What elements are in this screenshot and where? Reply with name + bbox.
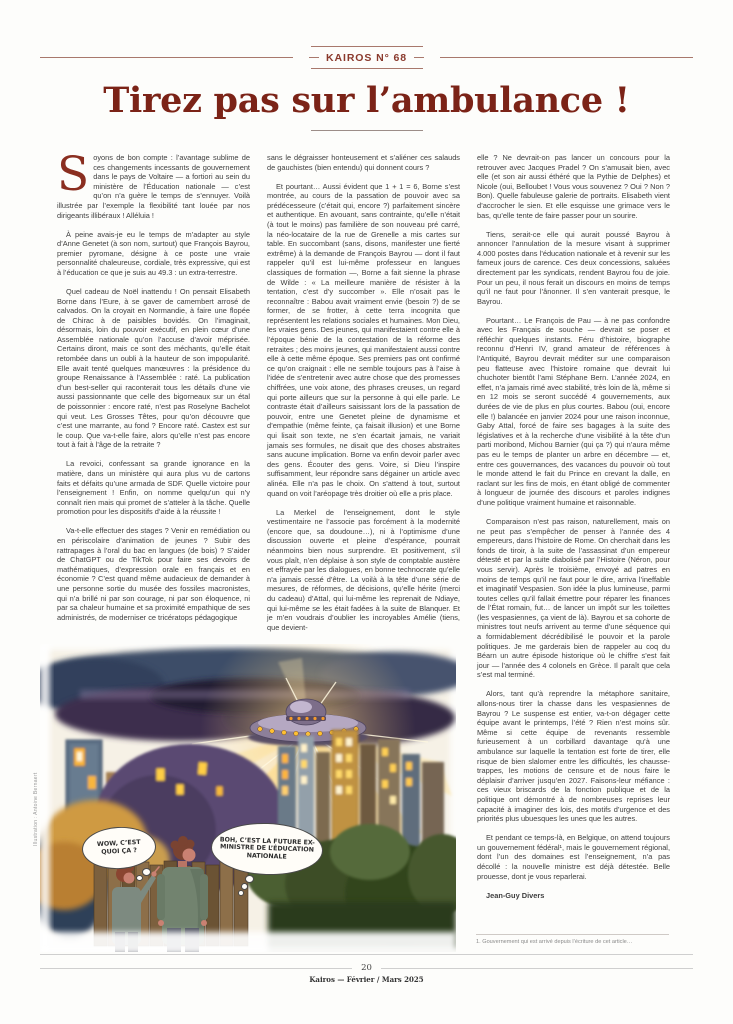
header (0, 46, 733, 69)
body-paragraph: Pourtant… Le François de Pau — à ne pas confondre avec les Français de souche — devrait se poser et réfléchir quelques instants. Féru d’histoire, biographe reconnu d’Henri IV, grand amateur de références à l’Antiquité, Bayrou devrait méditer sur une comparaison peu flatteuse avec l’histoire romaine que devrait lui chuchoter bientôt l’ami Stéphane Bern. L’année 2024, en effet, n’a jamais rimé avec stabilité, très loin de là, même si en 12 mois se seront succédé 4 gouvernements, aux durées de vie de plus en plus courtes. Babou (oui, encore elle !) balancée en janvier 2024 pour une raison inconnue, Gaby Attal, forcé de faire ses bagages à la suite des législatives et à la recherche d’une visibilité à la tête d’un parti moribond, Michou Barnier (qui ça ?) qui n’aura même pas eu le temps de planter un arbre en décembre — et, entre ces gouvernances, des vacances du pouvoir où tout le monde attend le fait du Prince en crevant la dalle, en raclant sur les fins de mois, en étant obligé de commenter à longueur de journée des discours et paroles indignes d’une politique vraiment humaine et raisonnable. (477, 315, 670, 507)
body-paragraph: La revoici, confessant sa grande ignorance en la matière, dans un ministère qui aura plus vu de cartons faits et défaits qu’une armada de SDF. Quelle victoire pour l’enseignement ! Enfin, on nomme quelqu’un qui n’y connaît rien mais qui promet de s’atteler à la tâche. Quelle promotion pour les dispositifs d’aide à la réussite ! (57, 459, 250, 517)
bubble-tail (136, 875, 143, 881)
body-paragraph: Soyons de bon compte : l’avantage sublime de ces changements incessants de gouvernement dans le pays de Voltaire — a fortiori au sein du ministère de l’Éducation nationale — c’est qu’on n’a guère le temps de s’ennuyer. Voilà illustrée par l’exemple la flexibilité tant louée par nos dirigeants illibéraux ! Alléluia ! (57, 147, 250, 220)
kicker: KAIROS N° 68 (293, 52, 440, 64)
left-fade (40, 644, 50, 952)
body-paragraph: Alors, tant qu’à reprendre la métaphore sanitaire, allons-nous tirer la chasse dans les vespasiennes de Bayrou ? Le suspense est entier, va-t-on dégager cette équipe avant le printemps, l’été ? Rien n’est moins sûr. Même si cette équipe de revenants ressemble furieusement à un corbillard davantage qu’à une ambulance sur laquelle la tentation est forte de tirer, elle risque de bien slalomer entre les difficultés, les chausse-trappes, les motions de censure et de nous faire le déplaisir d’arriver jusqu’en 2027. Faisons-leur méfiance : ces vieux briscards de la fonction publique et de la politique ont démontré à de nombreuses reprises leur capacité à imaginer des lois, des motifs d’urgence et des priorités plus ubuesques les unes que les autres. (477, 689, 670, 824)
body-paragraph: sans le dégraisser honteusement et s’aliéner ces salauds de gauchistes (bien entendu) qui donnent cours ? (267, 153, 460, 172)
page-number-rule-left (40, 968, 352, 969)
kicker-rule-bottom (311, 68, 423, 69)
bubble-tail (142, 868, 151, 876)
headline-rule (311, 130, 423, 131)
bottom-fade (40, 932, 456, 952)
author-signature: Jean-Guy Divers (486, 891, 545, 901)
body-paragraph: Et pendant ce temps-là, en Belgique, on attend toujours un gouvernement fédéral¹, mais le gouvernement régional, dont l’un des domaines est l’enseignement, n’a pas décollé : la nouvelle ministre est déjà détestée. Belle prouesse, dont je vous reparlerai. (477, 833, 670, 881)
speech-bubble-left: WOW, C’EST QUOI ÇA ? (81, 825, 157, 871)
kicker-rule-top (311, 46, 423, 47)
bottom-rule (40, 954, 693, 955)
bubble-tail (238, 890, 244, 896)
body-paragraph: À peine avais-je eu le temps de m’adapter au style d’Anne Genetet (à son nom, surtout) que François Bayrou, premier pyromane, désigne à ce poste une vraie personnalité chaleureuse, cordiale, très expressive, qui est à l’éducation ce que je suis au 49.3 : un extra-terrestre. (57, 229, 250, 277)
body-paragraph: elle ? Ne devrait-on pas lancer un concours pour la retrouver avec Jacques Pradel ? On s’amusait bien, avec elle (et son air aussi éthéré que la Pythie de Delphes) et Nicole (oui, Belloubet ! Vous vous souvenez ? Oui ? Non ? Bon). Quelle fabuleuse galerie de portraits. Elisabeth vient d’accrocher le sien. Et elle esquisse une grimace vers le bas, qu’elle tente de faire passer pour un sourire. (477, 153, 670, 220)
body-paragraph: Comparaison n’est pas raison, naturellement, mais on ne peut pas s’empêcher de penser à l’année des 4 empereurs, dans l’histoire de Rome. On cherchait dans les fonds de tiroir, à la suite de l’assassinat d’un empereur détesté et par la suite diabolisé par l’Histoire (Néron, pour vous servir). Après le troisième, envoyé ad patres en moins de temps qu’il ne faut pour le dire, arriva l’ineffable et imaginatif Vespasien. Son idée la plus lumineuse, parmi toutes celles qu’il fallait émettre pour réparer les finances de l’État romain, fut… de lancer un impôt sur les toilettes (les vespasiennes, ça vient de là). Bayrou et sa cohorte de ministres tout neufs arrivent au terme d’une séquence qui a formidablement décrédibilisé le pouvoir et la parole politiques. Je me garderais bien de rappeler au coq du Béarn un autre épisode historique où le chiffre s’est fait jour — l’année des 4 colonels en Grèce. Il paraît que cela s’est mal terminé. (477, 516, 670, 680)
bubble-tail (241, 883, 248, 890)
body-paragraph: Tiens, serait-ce elle qui aurait poussé Bayrou à annoncer l’annulation de la mesure visant à supprimer 4.000 postes dans l’éducation nationale et à revenir sur les fameux jours de carence. Ces deux concessions, saluées directement par les syndicats, rendent Bayrou fou de joie. Pour un peu, il nous ferait un discours en moins de temps qu’il ne faut pour l’ânonner. Il s’en vanterait presque, le Bayrou. (477, 229, 670, 306)
page-number: 20 (361, 963, 372, 973)
page-number-rule-right (381, 968, 693, 969)
illustration (40, 644, 456, 952)
body-paragraph: Va-t-elle effectuer des stages ? Venir en remédiation ou en périscolaire d’animation de jeunes ? Subir des rattrapages à l’oral du bac en langues (de bois) ? S’aider de ChatGPT ou de TikTok pour faire ses devoirs de mathématiques, d’expression orale en français et en économie ? C’est quand même audacieux de demander à une personne sortie du musée des fossiles macronistes, qui n’a brillé ni par son courage, ni par son éloquence, ni par sa chaleur humaine et sa proximité empathique de ses administrés, de moderniser ce tricératops pédagogique (57, 526, 250, 622)
body-paragraph: Et pourtant… Aussi évident que 1 + 1 = 6, Borne s’est montrée, au cours de la passation de pouvoir avec sa prédécesseure (c’était qui, encore ?) parfaitement sincère et authentique. En avouant, sans contrainte, qu’elle n’était (à tout le moins) pas familière de son nouveau pré carré, la néo-locataire de la rue de Grenelle a mis cartes sur table. En succombant (sans, disons, manifester une fierté extrême) à la demande de François Bayrou — dont il faut rappeler qu’il est lui-même professeur en langues classiques de formation —, Borne a fait sienne la phrase de Wilde : « La meilleure manière de résister à la tentation, c’est d’y succomber ». Elle n’osait pas le reconnaître : Babou avait vraiment envie (besoin ?) de se former, de se frotter, à cette terra incognita que représentent les relations sociales et humaines. Mon Dieu, les vraies gens. Des jeunes, qui manifestaient contre elle à l’époque bénie de la contestation de la réforme des retraites ; des moins jeunes, qui manifestaient aussi contre elle à cette même époque. Ses premiers pas ont confirmé ce qu’on craignait : elle ne semble toujours pas à l’aise à l’idée de s’entretenir avec autre chose que des promesses chiffrées, une voix atone, des phrases creuses, un regard qui porte ailleurs que sur la personne à qui elle parle. Le contraste était d’ailleurs saisissant lors de la passation de pouvoir, entre une Genetet pleine de dynamisme et d’empathie (même feinte, ça faisait illusion) et une Borne qui lisait son texte, ne s’en écartait jamais, ne variait jamais ses formules, ne disait que des choses abstraites sans aucune implication. Borne va enfin devoir parler avec des gens. Écouter des gens. Voire, si Dieu l’inspire suffisamment, leur répondre sans dégainer un article avec alinéa. Elle n’a pas le choix. On s’attend à tout, surtout quand on voit l’aréopage très droitier où elle a pris place. (267, 181, 460, 498)
footnote (476, 934, 669, 946)
footnote-text: 1. Gouvernement qui est arrivé depuis l’écriture de cet article… (476, 939, 633, 945)
illustration-credit: Illustration : Antoine Bernaert (33, 772, 39, 846)
body-paragraph: La Merkel de l’enseignement, dont le style vestimentaire ne l’associe pas forcément à la modernité (encore que, sa doudoune…), ni à l’optimisme d’une discussion ouverte et pleine d’espérance, pourrait néanmoins bien nous surprendre. Et positivement, s’il vous plaît, n’en déplaise à son style de comptable austère et effrayée par les dialogues, en bonne technocrate qu’elle n’a jamais cessé d’être. La voilà à la tête d’une série de mesures, de réformes, de décisions, qu’elle hérite (merci du cadeau) d’Attal, qui lui-même les reprenait de Ndiaye, qui lui-même se les était fadées à la suite de Blanquer. Et je m’en voudrais d’oublier les incroyables Amélie (tiens, que devient- (267, 507, 460, 632)
issue-line: Kairos — Février / Mars 2025 (309, 975, 424, 984)
column-3 (477, 153, 670, 901)
illustration-canvas (40, 644, 456, 952)
page-number-line (40, 963, 693, 973)
page-title: Tirez pas sur l’ambulance ! (103, 80, 630, 121)
bubble-tail (245, 875, 254, 883)
body-paragraph: Quel cadeau de Noël inattendu ! On pensait Elisabeth Borne dans l’Eure, à se gaver de camembert arrosé de calvados. On la croyait en Normandie, à faire une flopée de Chirac à de paisibles bovidés. On l’imaginait, désormais, loin du pouvoir exécutif, en plein cœur d’une Assemblée nationale qu’on l’accuse d’avoir méprisée. Certains diront, mais ce sont des méchants, qu’elle était retombée dans un oubli à la hauteur de son impopularité. Elle avait tenté quelques manœuvres : la présidence du groupe Renaissance à l’Assemblée : raté. La publication d’un best-seller qui raconterait tous les détails d’une vie aussi passionnante que celle des bigorneaux sur un étal de poissonnier : encore raté, n’est pas Roselyne Bachelot qui veut. Les Grosses Têtes, pour qu’on découvre que c’est une marrante, au fond ? Encore raté. Castex est sur le coup. Que va-t-elle faire, alors qu’elle n’est pas encore tout à fait à l’âge de la retraite ? (57, 286, 250, 450)
footnote-rule (476, 934, 669, 935)
drop-cap: S (57, 147, 90, 202)
speech-bubble-right: BOH, C’EST LA FUTURE EX-MINISTRE DE L’ÉDUCATION NATIONALE (210, 821, 324, 877)
